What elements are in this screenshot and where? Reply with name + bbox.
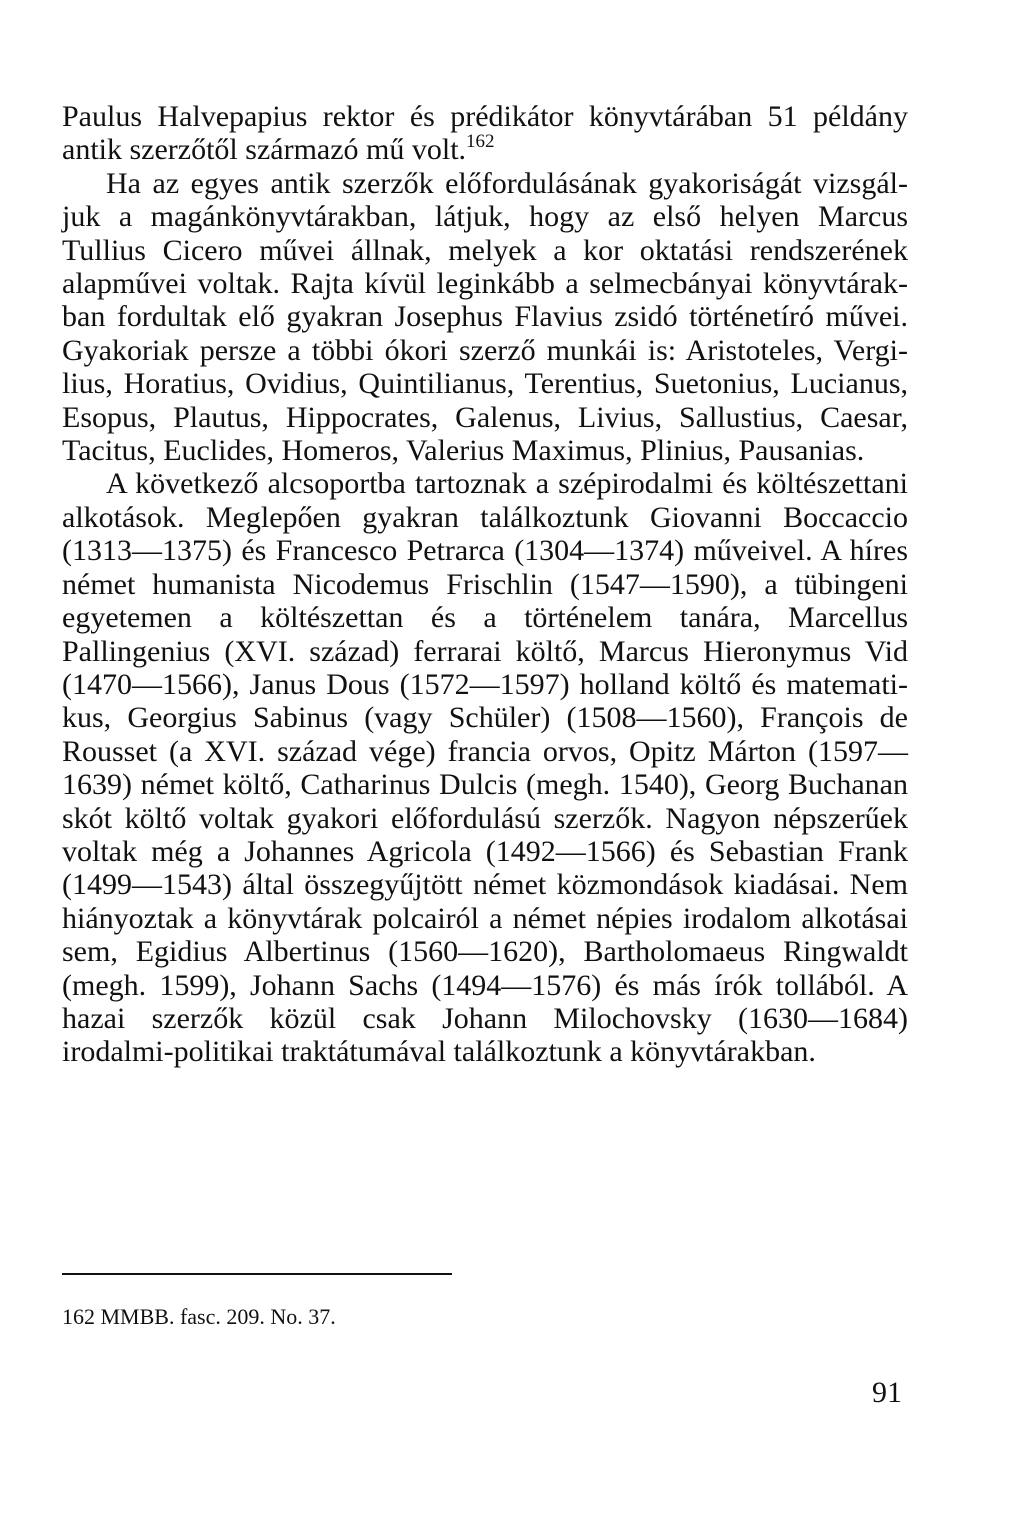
footnote-separator bbox=[62, 1273, 452, 1275]
page-number: 91 bbox=[872, 1376, 902, 1409]
body-text bbox=[62, 100, 908, 1069]
paragraph-1-text: Paulus Halvepapius rektor és prédikátor könyvtárában 51 példány antik szerzőtől származó mű volt. bbox=[62, 100, 908, 167]
footnote: 162 MMBB. fasc. 209. No. 37. bbox=[62, 1304, 336, 1329]
footnote-reference: 162 bbox=[466, 131, 495, 153]
paragraph-3: A következő alcsoportba tartoznak a szépirodalmi és költészettani alkotások. Meglepően gyakran találkoztunk Giovanni Boccaccio (1313—1375) és Francesco Petrarca (1304—1374) műveivel. A híres német humanista Nicodemus Frischlin (1547—1590), a tübingeni egyetemen a költészettan és a történelem tanára, Marcellus Pallingenius (XVI. század) ferrarai költő, Marcus Hieronymus Vid (1470—1566), Janus Dous (1572—1597) holland költő és matematikus, Georgius Sabinus (vagy Schüler) (1508—1560), François de Rousset (a XVI. század vége) francia orvos, Opitz Márton (1597—1639) német költő, Catharinus Dulcis (megh. 1540), Georg Buchanan skót költő voltak gyakori előfordulású szerzők. Nagyon népszerűek voltak még a Johannes Agricola (1492—1566) és Sebastian Frank (1499—1543) által összegyűjtött német közmondások kiadásai. Nem hiányoztak a könyvtárak polcairól a német népies irodalom alkotásai sem, Egidius Albertinus (1560—1620), Bartholomaeus Ringwaldt (megh. 1599), Johann Sachs (1494—1576) és más írók tollából. A hazai szerzők közül csak Johann Milochovsky (1630—1684) irodalmi-politikai traktátumával találkoztunk a könyvtárakban. bbox=[62, 467, 908, 1069]
paragraph-2: Ha az egyes antik szerzők előfordulásának gyakoriságát vizsgáljuk a magánkönyvtárakban, látjuk, hogy az első helyen Marcus Tullius Cicero művei állnak, melyek a kor oktatási rendszerének alapművei voltak. Rajta kívül leginkább a selmecbányai könyvtárakban fordultak elő gyakran Josephus Flavius zsidó történetíró művei. Gyakoriak persze a többi ókori szerző munkái is: Aristoteles, Vergilius, Horatius, Ovidius, Quintilianus, Terentius, Suetonius, Lucianus, Esopus, Plautus, Hippocrates, Galenus, Livius, Sallustius, Caesar, Tacitus, Euclides, Homeros, Valerius Maximus, Plinius, Pausanias. bbox=[62, 166, 908, 468]
paragraph-1 bbox=[62, 100, 908, 167]
